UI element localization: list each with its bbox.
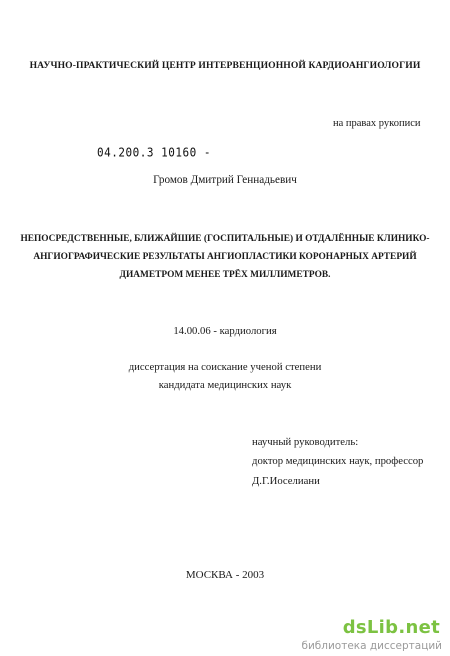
dslib-logo[interactable]: dsLib.net <box>342 617 440 638</box>
dissertation-title-line: АНГИОГРАФИЧЕСКИЕ РЕЗУЛЬТАТЫ АНГИОПЛАСТИКИ КОРОНАРНЫХ АРТЕРИЙ <box>33 252 417 262</box>
registration-stamp: 04.200.3 10160 - <box>97 145 211 160</box>
degree-line: диссертация на соискание ученой степени <box>128 361 322 373</box>
supervisor-label: научный руководитель: <box>252 436 359 448</box>
city-year: МОСКВА - 2003 <box>185 569 265 581</box>
specialty-code: 14.00.06 - кардиология <box>173 325 277 337</box>
dissertation-title-line: ДИАМЕТРОМ МЕНЕЕ ТРЁХ МИЛЛИМЕТРОВ. <box>119 270 331 280</box>
dslib-subtitle: библиотека диссертаций <box>301 640 442 652</box>
degree-line: кандидата медицинских наук <box>158 379 292 391</box>
author-name: Громов Дмитрий Геннадьевич <box>153 174 297 186</box>
dissertation-title-line: НЕПОСРЕДСТВЕННЫЕ, БЛИЖАЙШИЕ (ГОСПИТАЛЬНЫЕ) И ОТДАЛЁННЫЕ КЛИНИКО- <box>20 234 430 244</box>
supervisor-title: доктор медицинских наук, профессор <box>252 455 424 467</box>
manuscript-rights-label: на правах рукописи <box>333 118 421 129</box>
supervisor-name: Д.Г.Иоселиани <box>252 475 320 487</box>
institution-name: НАУЧНО-ПРАКТИЧЕСКИЙ ЦЕНТР ИНТЕРВЕНЦИОННОЙ КАРДИОАНГИОЛОГИИ <box>29 60 421 71</box>
